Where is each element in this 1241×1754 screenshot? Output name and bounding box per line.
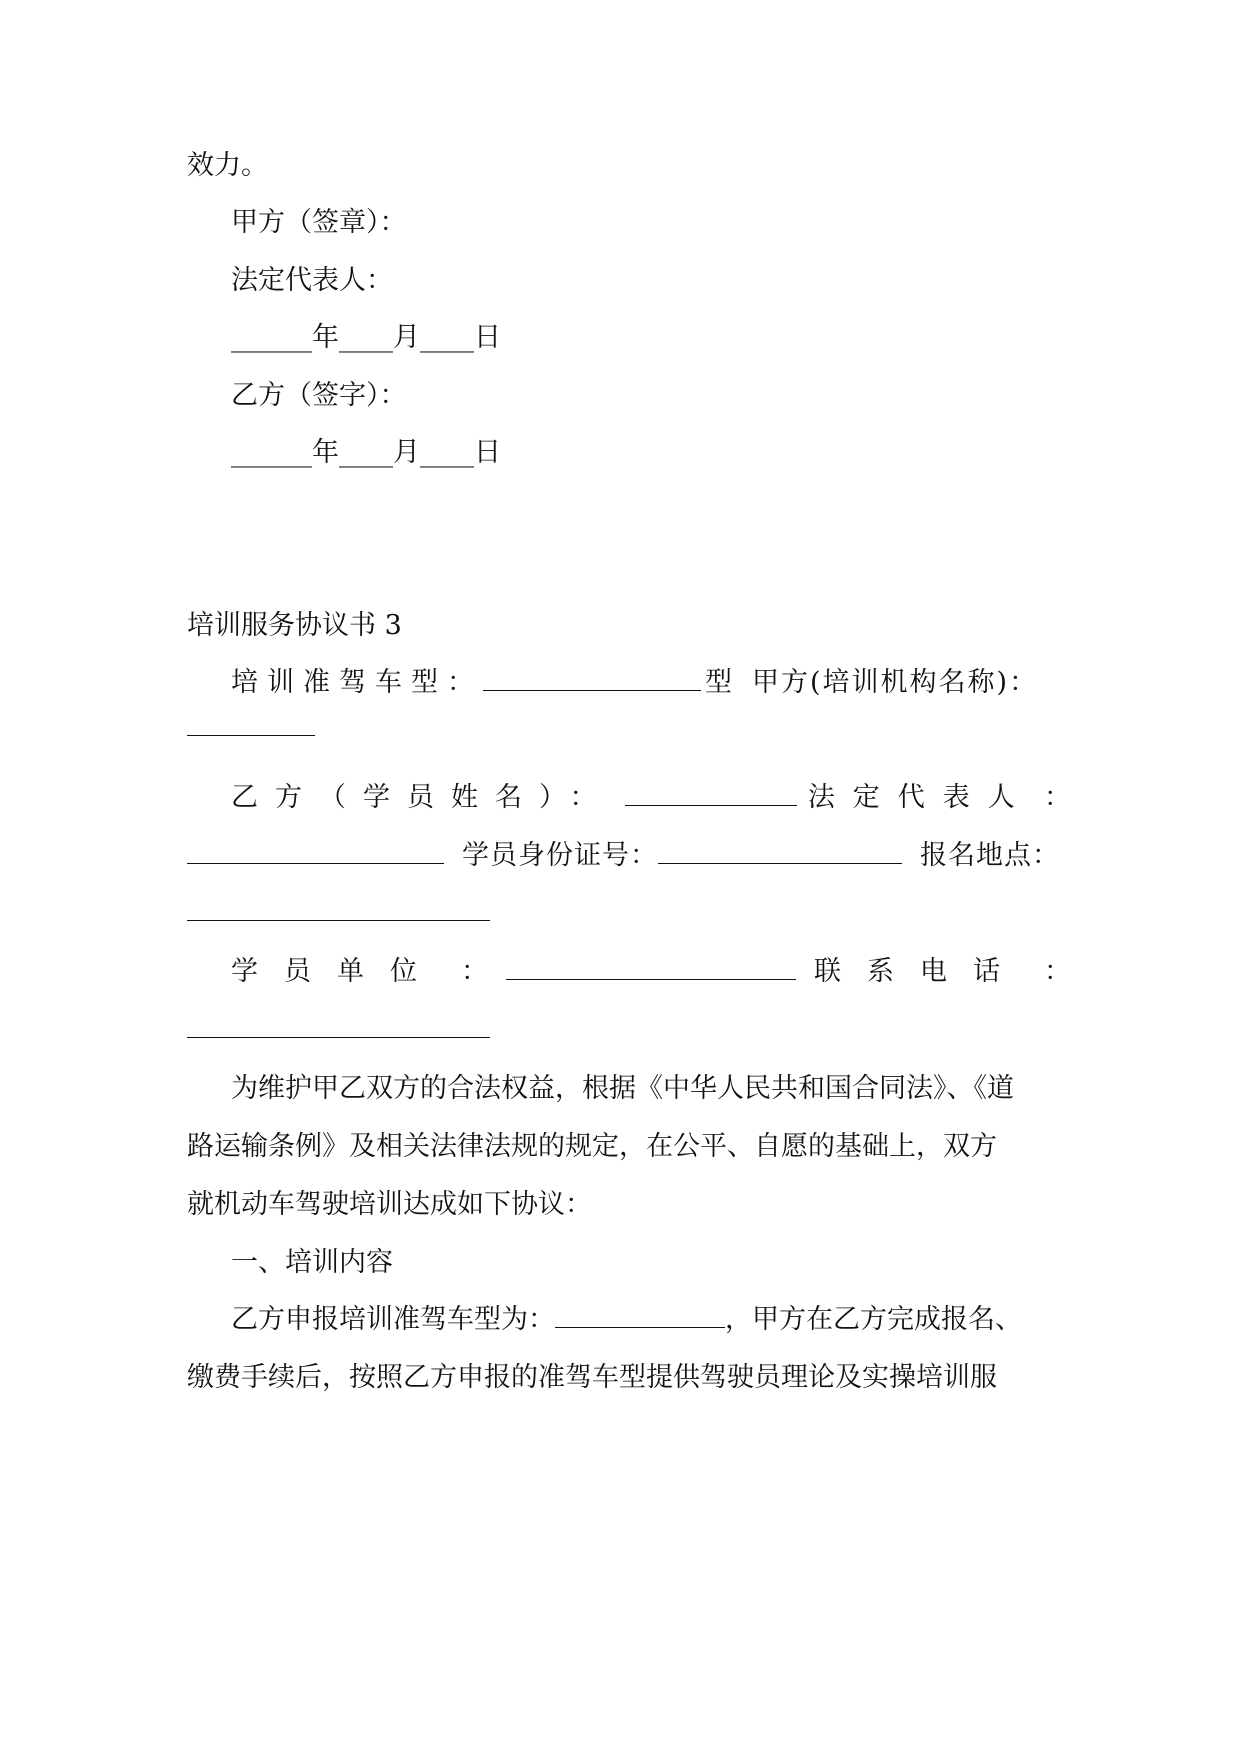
- content-line-1: [231, 1300, 1241, 1340]
- id-blank: [658, 836, 902, 864]
- content-continuation: ，甲方在乙方完成报名、: [725, 1304, 1022, 1335]
- legal-rep-label: 法定代表人：: [231, 265, 393, 296]
- phone-colon: ：: [1044, 956, 1071, 987]
- phone-label: 联系电话: [814, 956, 1026, 987]
- unit-label: 学员单位: [231, 956, 443, 987]
- content-vehicle-blank: [555, 1300, 725, 1328]
- unit-blank: [506, 952, 796, 980]
- party-a-blank: [187, 708, 315, 736]
- content-label: 乙方申报培训准驾车型为：: [231, 1304, 555, 1335]
- prev-contract-tail: 效力。: [187, 150, 268, 181]
- id-row: [187, 836, 1241, 876]
- party-b-blank: [625, 778, 797, 806]
- legal-rep-colon: ：: [1043, 782, 1071, 813]
- unit-colon: ：: [461, 956, 488, 987]
- legal-rep-field-label: 法定代表人: [807, 782, 1033, 813]
- id-label: 学员身份证号：: [462, 840, 658, 871]
- party-b-row: [231, 778, 1071, 818]
- reg-place-blank: [187, 893, 490, 921]
- reg-place-label: 报名地点：: [920, 840, 1060, 871]
- phone-blank-row: [187, 1010, 1241, 1050]
- vehicle-type-blank: [483, 663, 701, 691]
- reg-place-blank-row: [187, 893, 1241, 933]
- section-heading-1: 一、培训内容: [231, 1247, 393, 1278]
- intro-line-2: 路运输条例》及相关法律法规的规定，在公平、自愿的基础上，双方: [187, 1131, 997, 1162]
- vehicle-type-label: 培训准驾车型：: [231, 667, 483, 698]
- content-line-2: 缴费手续后，按照乙方申报的准驾车型提供驾驶员理论及实操培训服: [187, 1362, 997, 1393]
- phone-blank: [187, 1010, 490, 1038]
- party-a-blank-row: [187, 708, 1241, 748]
- date-line-a: ______年____月____日: [231, 322, 501, 353]
- intro-line-3: 就机动车驾驶培训达成如下协议：: [187, 1189, 592, 1220]
- page-title: 培训服务协议书 3: [187, 610, 402, 641]
- party-b-signature-label: 乙方（签字）：: [231, 380, 407, 411]
- unit-row: [231, 952, 1071, 992]
- party-b-label: 乙方（学员姓名）：: [231, 782, 614, 813]
- vehicle-type-suffix: 型: [705, 667, 732, 698]
- party-a-label: 甲方(培训机构名称)：: [752, 667, 1039, 698]
- vehicle-type-row: [231, 663, 1241, 703]
- intro-line-1: 为维护甲乙双方的合法权益，根据《中华人民共和国合同法》、《道: [231, 1073, 1014, 1104]
- date-line-b: ______年____月____日: [231, 437, 501, 468]
- party-a-signature-label: 甲方（签章）：: [231, 207, 407, 238]
- legal-rep-blank: [187, 836, 444, 864]
